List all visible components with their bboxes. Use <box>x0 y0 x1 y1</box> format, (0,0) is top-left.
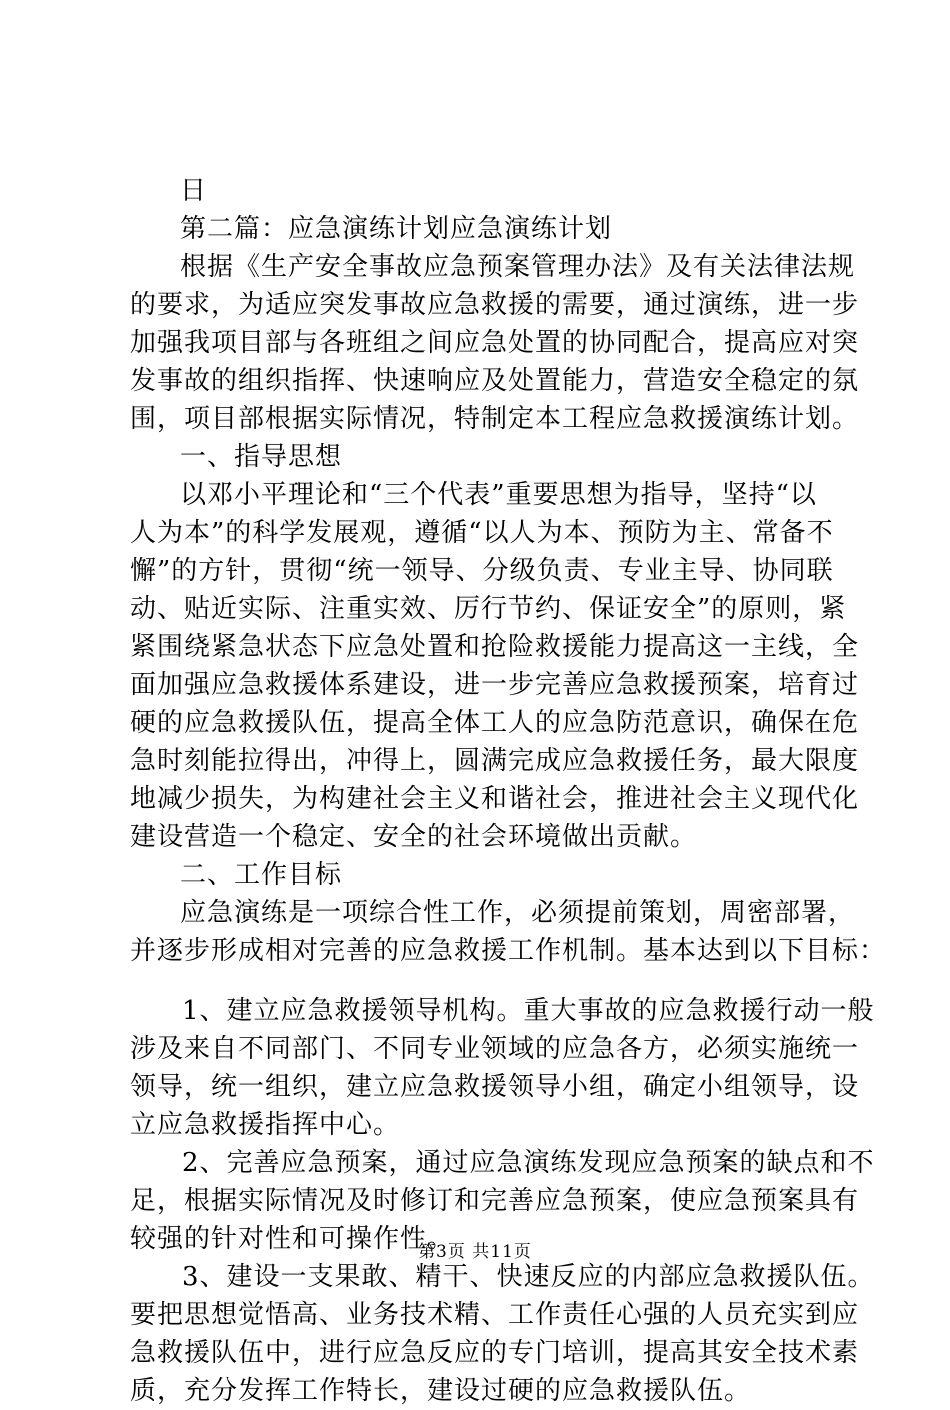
text-line: 急救援队伍中，进行应急反应的专门培训，提高其安全技术素 <box>130 1338 860 1368</box>
text-line: 面加强应急救援体系建设，进一步完善应急救援预案，培育过 <box>130 670 860 700</box>
list-item-text: 2、完善应急预案，通过应急演练发现应急预案的缺点和不 <box>182 1148 875 1178</box>
text-line: 围，项目部根据实际情况，特制定本工程应急救援演练计划。 <box>130 404 860 434</box>
text-line: 以邓小平理论和“三个代表”重要思想为指导，坚持“以 <box>180 480 817 510</box>
text-line: 急时刻能拉得出，冲得上，圆满完成应急救援任务，最大限度 <box>130 746 860 776</box>
section-heading: 第二篇：应急演练计划应急演练计划 <box>180 214 613 244</box>
text-line: 质，充分发挥工作特长，建设过硬的应急救援队伍。 <box>130 1376 752 1406</box>
text-line: 加强我项目部与各班组之间应急处置的协同配合，提高应对突 <box>130 328 860 358</box>
text-line: 立应急救援指挥中心。 <box>130 1110 401 1140</box>
text-line: 硬的应急救援队伍，提高全体工人的应急防范意识，确保在危 <box>130 708 860 738</box>
document-body <box>130 172 887 1410</box>
text-line: 地减少损失，为构建社会主义和谐社会，推进社会主义现代化 <box>130 784 860 814</box>
paragraph-gap <box>130 970 830 992</box>
section-heading: 二、工作目标 <box>180 860 343 890</box>
text-line: 并逐步形成相对完善的应急救援工作机制。基本达到以下目标： <box>130 936 887 966</box>
text-line: 人为本”的科学发展观，遵循“以人为本、预防为主、常备不 <box>130 518 834 548</box>
text-line: 的要求，为适应突发事故应急救援的需要，通过演练，进一步 <box>130 290 860 320</box>
list-item-text: 3、建设一支果敢、精干、快速反应的内部应急救援队伍。 <box>182 1262 875 1292</box>
text-line: 懈”的方针，贯彻“统一领导、分级负责、专业主导、协同联 <box>130 556 834 586</box>
page-footer: 第3页 共11页 <box>418 1242 532 1262</box>
text-line: 涉及来自不同部门、不同专业领域的应急各方，必须实施统一 <box>130 1034 860 1064</box>
text-line: 紧围绕紧急状态下应急处置和抢险救援能力提高这一主线，全 <box>130 632 860 662</box>
section-heading: 一、指导思想 <box>180 442 343 472</box>
text-line: 发事故的组织指挥、快速响应及处置能力，营造安全稳定的氛 <box>130 366 860 396</box>
text-line: 要把思想觉悟高、业务技术精、工作责任心强的人员充实到应 <box>130 1300 860 1330</box>
text-line: 较强的针对性和可操作性。 <box>130 1224 455 1254</box>
text-line: 动、贴近实际、注重实效、厉行节约、保证安全”的原则，紧 <box>130 594 847 624</box>
text-line: 根据《生产安全事故应急预案管理办法》及有关法律法规 <box>180 252 856 282</box>
text-line: 足，根据实际情况及时修订和完善应急预案，使应急预案具有 <box>130 1186 860 1216</box>
list-item-text: 1、建立应急救援领导机构。重大事故的应急救援行动一般 <box>182 996 875 1026</box>
text-line: 建设营造一个稳定、安全的社会环境做出贡献。 <box>130 822 698 852</box>
text-line: 日 <box>180 176 208 206</box>
text-line: 领导，统一组织，建立应急救援领导小组，确定小组领导，设 <box>130 1072 860 1102</box>
text-line: 应急演练是一项综合性工作，必须提前策划，周密部署， <box>180 898 856 928</box>
